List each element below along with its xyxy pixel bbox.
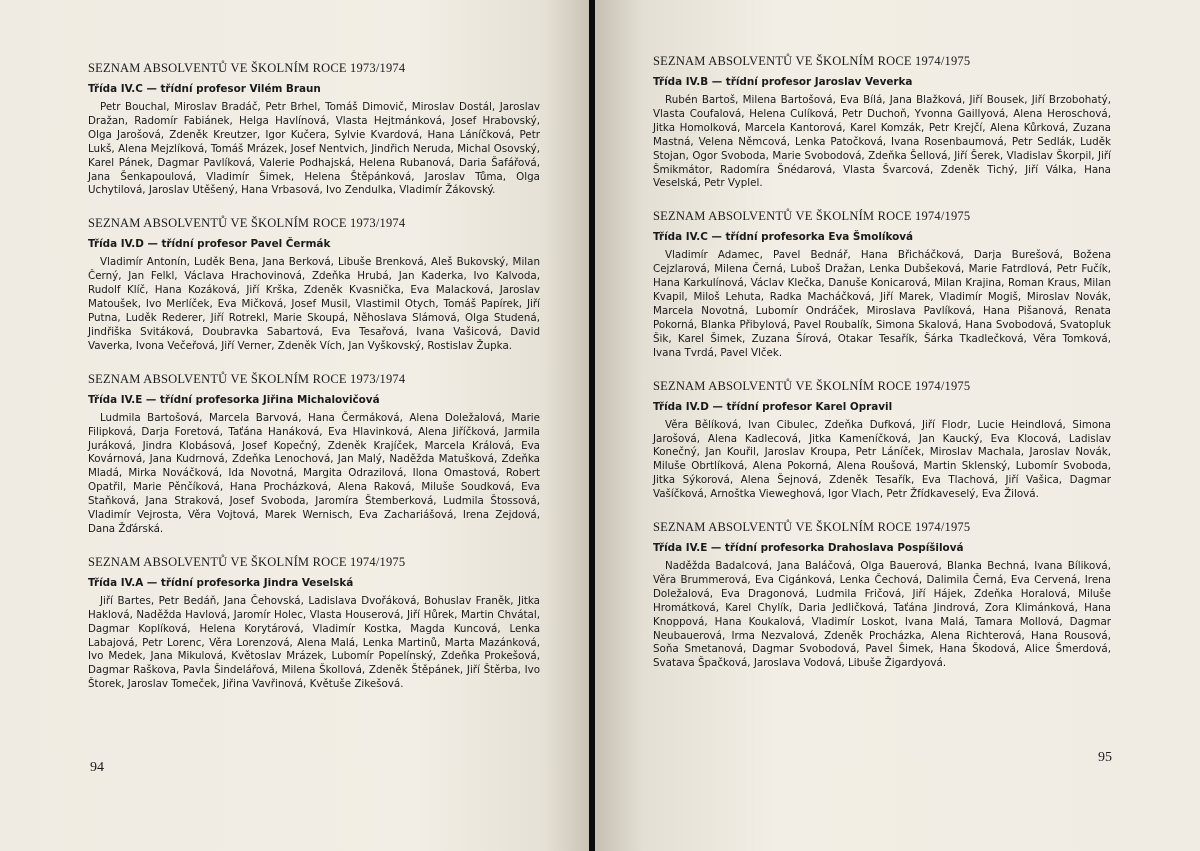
graduate-names: Petr Bouchal, Miroslav Bradáč, Petr Brhel, Tomáš Dimovič, Miroslav Dostál, Jaroslav Dražan, Radomír Fabiánek, Helga Havlínová, Vlasta Hejtmánková, Josef Hrabovský, Olga Jarošová, Zdeněk Kreutzer, Igor Kučera, Sylvie Kvardová, Hana Láníčková, Petr Lukš, Alena Mejzlíková, Tomáš Mrázek, Josef Nentvich, Jindřich Neruda, Michal Osovský, Karel Pánek, Dagmar Pavlíková, Valerie Podhajská, Helena Rubanová, Daria Šafářová, Jana Šenkapoulová, Vladimír Šimek, Helena Štěpánková, Jaroslav Tůma, Olga Uchytilová, Jaroslav Utěšený, Hana Vrbasová, Ivo Zendulka, Vladimír Žákovský.	[88, 101, 540, 197]
section-heading: SEZNAM ABSOLVENTŮ VE ŠKOLNÍM ROCE 1974/1975	[653, 209, 971, 224]
graduates-section	[88, 61, 540, 198]
section-heading: SEZNAM ABSOLVENTŮ VE ŠKOLNÍM ROCE 1973/1974	[88, 371, 406, 386]
graduates-section	[653, 209, 1111, 360]
graduate-names: Věra Bělíková, Ivan Cibulec, Zdeňka Dufková, Jiří Flodr, Lucie Heindlová, Simona Jarošová, Alena Kadlecová, Jitka Kameníčková, Jan Kaucký, Eva Klocová, Ladislav Konečný, Jan Kouřil, Jaroslav Kroupa, Petr Láníček, Miroslav Machala, Jaroslav Novák, Miluše Obrtlíková, Alena Pokorná, Alena Roušová, Martin Sklenský, Lubomír Svoboda, Jitka Sýkorová, Alena Šejnová, Zdeněk Tesařík, Eva Tlachová, Jiří Vašica, Dagmar Vašíčková, Arnoštka Vieweghová, Igor Vlach, Petr Žfídkaveselý, Eva Žilová.	[653, 418, 1111, 501]
graduates-section	[653, 54, 1111, 191]
graduates-section	[88, 555, 540, 692]
class-teacher-line: Třída IV.A — třídní profesorka Jindra Veselská	[88, 576, 354, 589]
section-heading: SEZNAM ABSOLVENTŮ VE ŠKOLNÍM ROCE 1974/1975	[88, 554, 406, 569]
graduate-names: Vladimír Antonín, Luděk Bena, Jana Berková, Libuše Brenková, Aleš Bukovský, Milan Černý, Jan Felkl, Václava Hrachovinová, Zdeňka Hrubá, Jan Kaderka, Ivo Kalvoda, Rudolf Klíč, Hana Kozáková, Jiří Krška, Zdeněk Kvasnička, Eva Malacková, Jaroslav Matoušek, Ivo Merlíček, Eva Mičková, Josef Musil, Vlastimil Otych, Tomáš Papírek, Jiří Putna, Luděk Rederer, Jiří Rotrekl, Marie Skoupá, Něhoslava Slámová, Olga Studená, Jindřiška Svitáková, Doubravka Sabartová, Eva Tesařová, Ivana Vašicová, David Vaverka, Ivona Večeřová, Jiří Verner, Zdeněk Vích, Jan Vyškovský, Rostislav Župka.	[88, 256, 540, 352]
graduate-names: Rubén Bartoš, Milena Bartošová, Eva Bílá, Jana Blažková, Jiří Bousek, Jiří Brzobohatý, Vlasta Coufalová, Helena Culíková, Petr Duchoň, Yvonna Gaillyová, Alena Heroschová, Jitka Homolková, Marcela Kantorová, Karel Komzák, Petr Krejčí, Alena Kůrková, Zuzana Mastná, Velena Němcová, Lenka Patočková, Ivana Rosenbaumová, Petr Sedlák, Luděk Stojan, Ogor Svoboda, Marie Svobodová, Zdeňka Šellová, Jiří Šerek, Vladislav Škorpil, Jiří Šmikmátor, Radomíra Šnédarová, Vlasta Švarcová, Zdeněk Tichý, Jiří Válka, Hana Veselská, Petr Vyplel.	[653, 94, 1111, 190]
class-teacher-line: Třída IV.E — třídní profesorka Jiřina Michalovičová	[88, 393, 380, 406]
graduate-names: Ludmila Bartošová, Marcela Barvová, Hana Čermáková, Alena Doležalová, Marie Filipková, Darja Foretová, Taťána Hanáková, Eva Hlavinková, Alena Jiříčková, Jarmila Juráková, Jindra Klobásová, Josef Kopečný, Zdeněk Krajíček, Marcela Králová, Eva Kovárnová, Jana Kudrnová, Zdeňka Lenochová, Jan Malý, Naděžda Matušková, Zdeňka Mladá, Mirka Nováčková, Ida Novotná, Margita Odrazilová, Ilona Omastová, Robert Opatřil, Marie Pěnčíková, Hana Procházková, Alena Raková, Miluše Soudková, Eva Staňková, Jana Straková, Josef Svoboda, Jaromíra Štemberková, Ludmila Štossová, Vladimír Vejrosta, Věra Vojtová, Marek Wernisch, Eva Zachariášová, Irena Zejdová, Dana Žďárská.	[88, 411, 540, 535]
class-teacher-line: Třída IV.C — třídní profesor Vilém Braun	[88, 83, 321, 95]
class-teacher-line: Třída IV.E — třídní profesorka Drahoslava Pospíšilová	[653, 542, 964, 555]
right-page	[595, 0, 1200, 851]
graduates-section	[653, 379, 1111, 502]
section-heading: SEZNAM ABSOLVENTŮ VE ŠKOLNÍM ROCE 1973/1974	[88, 216, 406, 231]
graduate-names: Jiří Bartes, Petr Bedáň, Jana Čehovská, Ladislava Dvořáková, Bohuslav Franěk, Jitka Haklová, Naděžda Havlová, Jaromír Holec, Vlasta Houserová, Jiří Hůrek, Martin Chvátal, Dagmar Koplíková, Helena Korytárová, Vladimír Kostka, Magda Kuncová, Lenka Labajová, Petr Lorenc, Věra Lorenzová, Alena Malá, Lenka Martinů, Marta Mazánková, Ivo Medek, Jana Mikulová, Květoslav Mrázek, Lubomír Popelínský, Zdeňka Prokešová, Dagmar Raškova, Pavla Šindelářová, Milena Škollová, Zdeněk Štěpánek, Jiří Štěrba, Ivo Štorek, Jaroslav Tomeček, Jiřina Vavřinová, Květuše Zikešová.	[88, 594, 540, 691]
section-heading: SEZNAM ABSOLVENTŮ VE ŠKOLNÍM ROCE 1974/1975	[653, 54, 971, 68]
page-number: 95	[1098, 750, 1112, 765]
class-teacher-line: Třída IV.D — třídní profesor Pavel Čermák	[88, 238, 331, 251]
graduates-section	[88, 216, 540, 353]
section-heading: SEZNAM ABSOLVENTŮ VE ŠKOLNÍM ROCE 1974/1975	[653, 520, 971, 535]
page-number: 94	[90, 760, 104, 775]
section-heading: SEZNAM ABSOLVENTŮ VE ŠKOLNÍM ROCE 1973/1974	[88, 61, 406, 75]
graduate-names: Naděžda Badalcová, Jana Baláčová, Olga Bauerová, Blanka Bechná, Ivana Bíliková, Věra Brummerová, Eva Cigánková, Lenka Čechová, Dalimila Černá, Eva Cervená, Irena Doležalová, Eva Dragonová, Ludmila Fričová, Jiří Hájek, Zdeňka Horalová, Miluše Hromátková, Karel Chylík, Daria Jedličková, Taťána Jindrová, Zora Klimánková, Hana Knoppová, Hana Koukalová, Vladimír Loskot, Ivana Malá, Tamara Mollová, Dagmar Neubauerová, Irma Nezvalová, Zdeněk Procházka, Alena Richterová, Hana Rousová, Soňa Smetanová, Dagmar Svobodová, Pavel Šimek, Hana Škodová, Alice Šmerdová, Svatava Špačková, Jaroslava Vodová, Libuše Žigardyová.	[653, 560, 1111, 670]
left-page	[0, 0, 591, 851]
graduate-names: Vladimír Adamec, Pavel Bednář, Hana Břicháčková, Darja Burešová, Božena Cejzlarová, Milena Černá, Luboš Dražan, Lenka Dubšeková, Marie Fatrdlová, Petr Fučík, Hana Karkulínová, Václav Klečka, Danuše Konicarová, Milan Krajina, Roman Kraus, Milan Kvapil, Miloš Lehuta, Radka Macháčková, Jiří Marek, Vladimír Mogiš, Miroslav Novák, Marcela Novotná, Lubomír Ondráček, Miroslava Pavlíková, Hana Pišanová, Renata Pokorná, Blanka Přibylová, Pavel Roubalík, Simona Skalová, Hana Svobodová, Svatopluk Šik, Karel Šimek, Zuzana Šírová, Otakar Tesařík, Šárka Tkadlečková, Věra Tomková, Ivana Tvrdá, Pavel Vlček.	[653, 249, 1111, 359]
graduates-section	[653, 520, 1111, 671]
class-teacher-line: Třída IV.C — třídní profesorka Eva Šmolíková	[653, 231, 914, 244]
class-teacher-line: Třída IV.D — třídní profesor Karel Opravil	[653, 400, 893, 413]
section-heading: SEZNAM ABSOLVENTŮ VE ŠKOLNÍM ROCE 1974/1975	[653, 378, 971, 393]
graduates-section	[88, 372, 540, 537]
class-teacher-line: Třída IV.B — třídní profesor Jaroslav Veverka	[653, 76, 913, 88]
